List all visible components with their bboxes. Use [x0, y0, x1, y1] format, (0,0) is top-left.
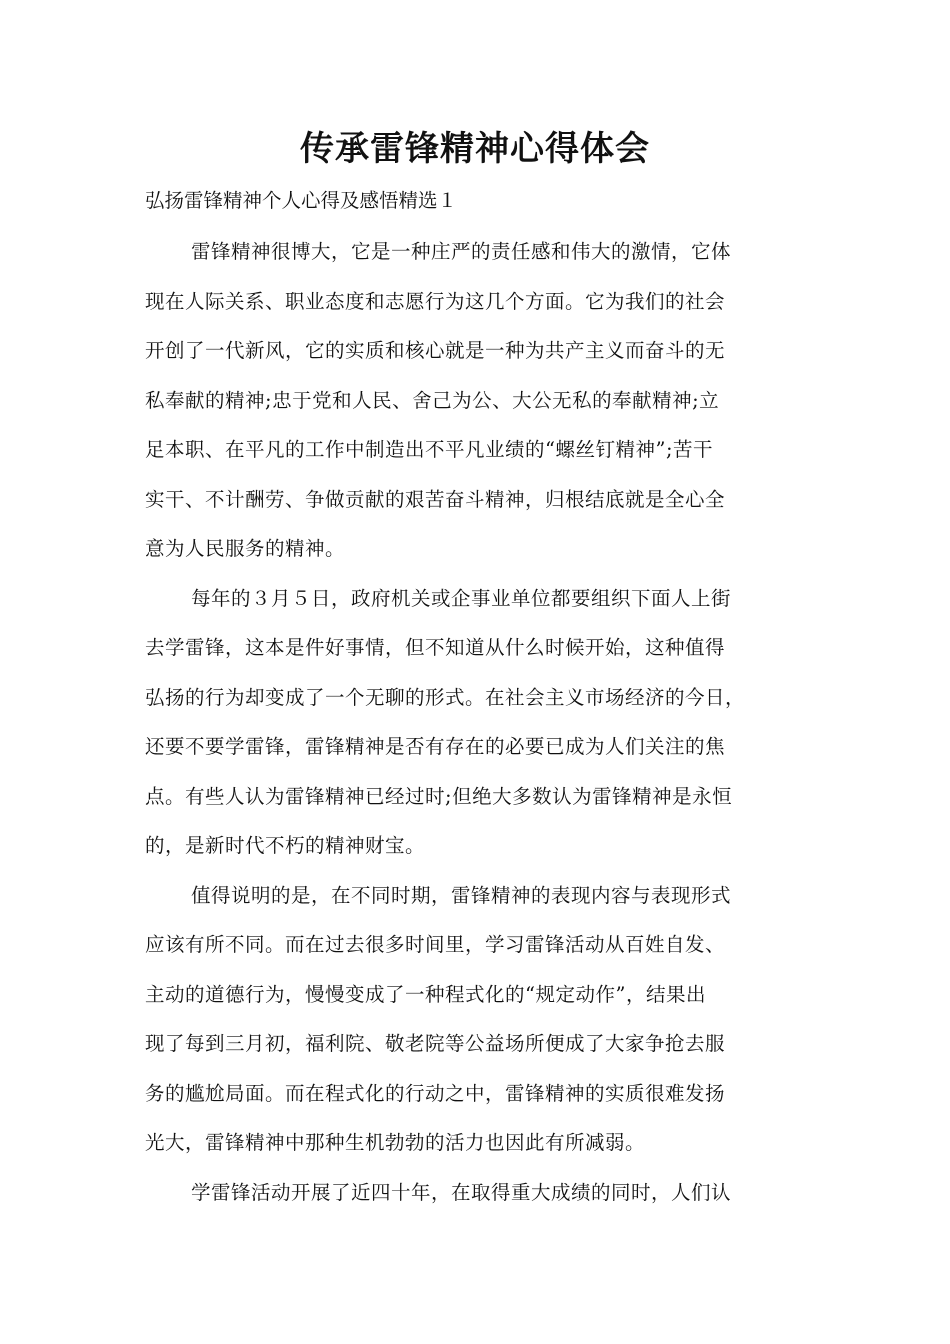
paragraph-line: 每年的３月５日，政府机关或企事业单位都要组织下面人上街 [191, 586, 732, 610]
paragraph-line: 点。有些人认为雷锋精神已经过时;但绝大多数认为雷锋精神是永恒 [145, 784, 733, 808]
paragraph-line: 主动的道德行为，慢慢变成了一种程式化的“规定动作”，结果出 [145, 982, 706, 1006]
paragraph-line: 实干、不计酬劳、争做贡献的艰苦奋斗精神，归根结底就是全心全 [145, 487, 726, 511]
document-title: 传承雷锋精神心得体会 [300, 129, 650, 169]
paragraph-line: 现了每到三月初，福利院、敬老院等公益场所便成了大家争抢去服 [145, 1032, 726, 1055]
document-subtitle: 弘扬雷锋精神个人心得及感悟精选１ [145, 189, 458, 212]
paragraph-line: 值得说明的是，在不同时期，雷锋精神的表现内容与表现形式 [191, 883, 732, 907]
paragraph-line: 光大，雷锋精神中那种生机勃勃的活力也因此有所减弱。 [145, 1131, 646, 1154]
paragraph-line: 开创了一代新风，它的实质和核心就是一种为共产主义而奋斗的无 [145, 339, 726, 362]
paragraph-line: 私奉献的精神;忠于党和人民、舍己为公、大公无私的奉献精神;立 [145, 388, 720, 412]
paragraph-line: 学雷锋活动开展了近四十年，在取得重大成绩的同时，人们认 [191, 1180, 732, 1204]
paragraph-line: 的，是新时代不朽的精神财宝。 [145, 834, 426, 857]
document-body [145, 232, 813, 1222]
paragraph-line: 意为人民服务的精神。 [145, 537, 346, 560]
paragraph-line: 应该有所不同。而在过去很多时间里，学习雷锋活动从百姓自发、 [145, 933, 726, 956]
paragraph-line: 还要不要学雷锋，雷锋精神是否有存在的必要已成为人们关注的焦 [145, 735, 726, 758]
paragraph-line: 雷锋精神很博大，它是一种庄严的责任感和伟大的激情，它体 [191, 240, 732, 263]
paragraph-line: 弘扬的行为却变成了一个无聊的形式。在社会主义市场经济的今日， [145, 685, 746, 709]
paragraph-line: 现在人际关系、职业态度和志愿行为这几个方面。它为我们的社会 [145, 289, 726, 313]
paragraph-line: 足本职、在平凡的工作中制造出不平凡业绩的“螺丝钉精神”;苦干 [145, 438, 714, 461]
paragraph-line: 务的尴尬局面。而在程式化的行动之中，雷锋精神的实质很难发扬 [145, 1081, 726, 1105]
paragraph-line: 去学雷锋，这本是件好事情，但不知道从什么时候开始，这种值得 [145, 636, 726, 659]
